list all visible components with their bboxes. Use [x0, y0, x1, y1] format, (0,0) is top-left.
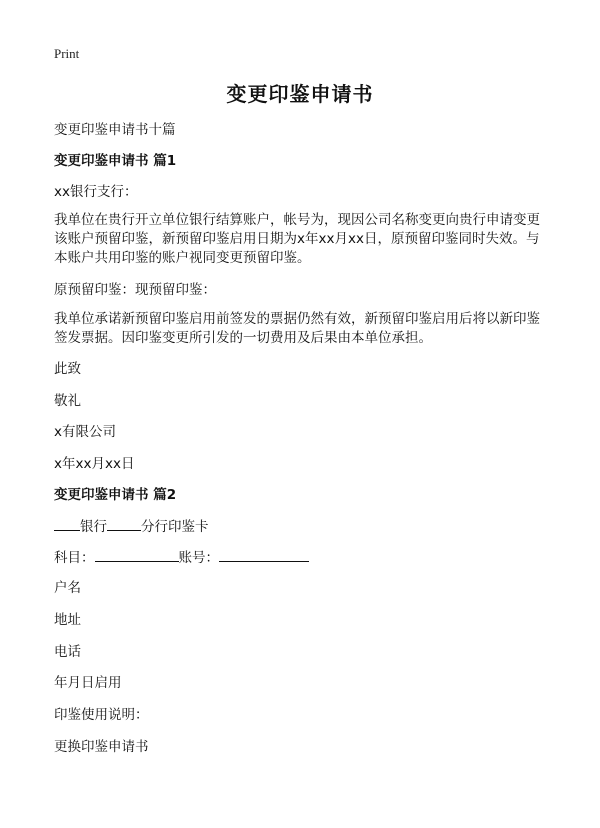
- salutation: xx银行支行：: [54, 184, 138, 200]
- paragraph-2: [54, 310, 554, 348]
- bank-blank: [54, 516, 80, 531]
- subject-label: 科目：: [54, 550, 95, 566]
- paragraph-2-line: 签发票据。因印鉴变更所引发的一切费用及后果由本单位承担。: [54, 330, 432, 346]
- subject-line: [54, 547, 554, 568]
- bank-line: [54, 516, 554, 537]
- closing-line-1: 此致: [54, 361, 81, 377]
- address-line: 地址: [54, 612, 81, 628]
- owner-line: 户名: [54, 580, 81, 596]
- seal-line: 原预留印鉴：现预留印鉴：: [54, 282, 216, 298]
- section2-heading: 变更印鉴申请书 篇2: [54, 487, 177, 503]
- phone-line: 电话: [54, 644, 81, 660]
- company-name: x有限公司: [54, 424, 116, 440]
- account-label: 账号：: [178, 550, 219, 566]
- bank-label: 银行: [80, 519, 107, 535]
- paragraph-2-line: 我单位承诺新预留印鉴启用前签发的票据仍然有效，新预留印鉴启用后将以新印鉴: [54, 311, 540, 327]
- usage-line: 印鉴使用说明：: [54, 707, 149, 723]
- paragraph-1: [54, 211, 554, 268]
- print-label: Print: [54, 46, 80, 61]
- paragraph-1-line: 我单位在贵行开立单位银行结算账户，帐号为，现因公司名称变更向贵行申请变更: [54, 212, 540, 228]
- branch-label: 分行印鉴卡: [141, 519, 209, 535]
- replace-line: 更换印鉴申请书: [54, 739, 149, 755]
- page-title: 变更印鉴申请书: [226, 82, 374, 106]
- paragraph-1-line: 该账户预留印鉴，新预留印鉴启用日期为x年xx月xx日，原预留印鉴同时失效。与: [54, 231, 540, 247]
- section1-heading: 变更印鉴申请书 篇1: [54, 153, 177, 169]
- branch-blank: [107, 516, 141, 531]
- closing-line-2: 敬礼: [54, 393, 81, 409]
- letter-date: x年xx月xx日: [54, 456, 135, 472]
- subject-blank: [95, 547, 179, 562]
- account-blank: [219, 547, 309, 562]
- paragraph-1-line: 本账户共用印鉴的账户视同变更预留印鉴。: [54, 250, 311, 266]
- start-date-line: 年月日启用: [54, 675, 122, 691]
- intro-line: 变更印鉴申请书十篇: [54, 122, 176, 138]
